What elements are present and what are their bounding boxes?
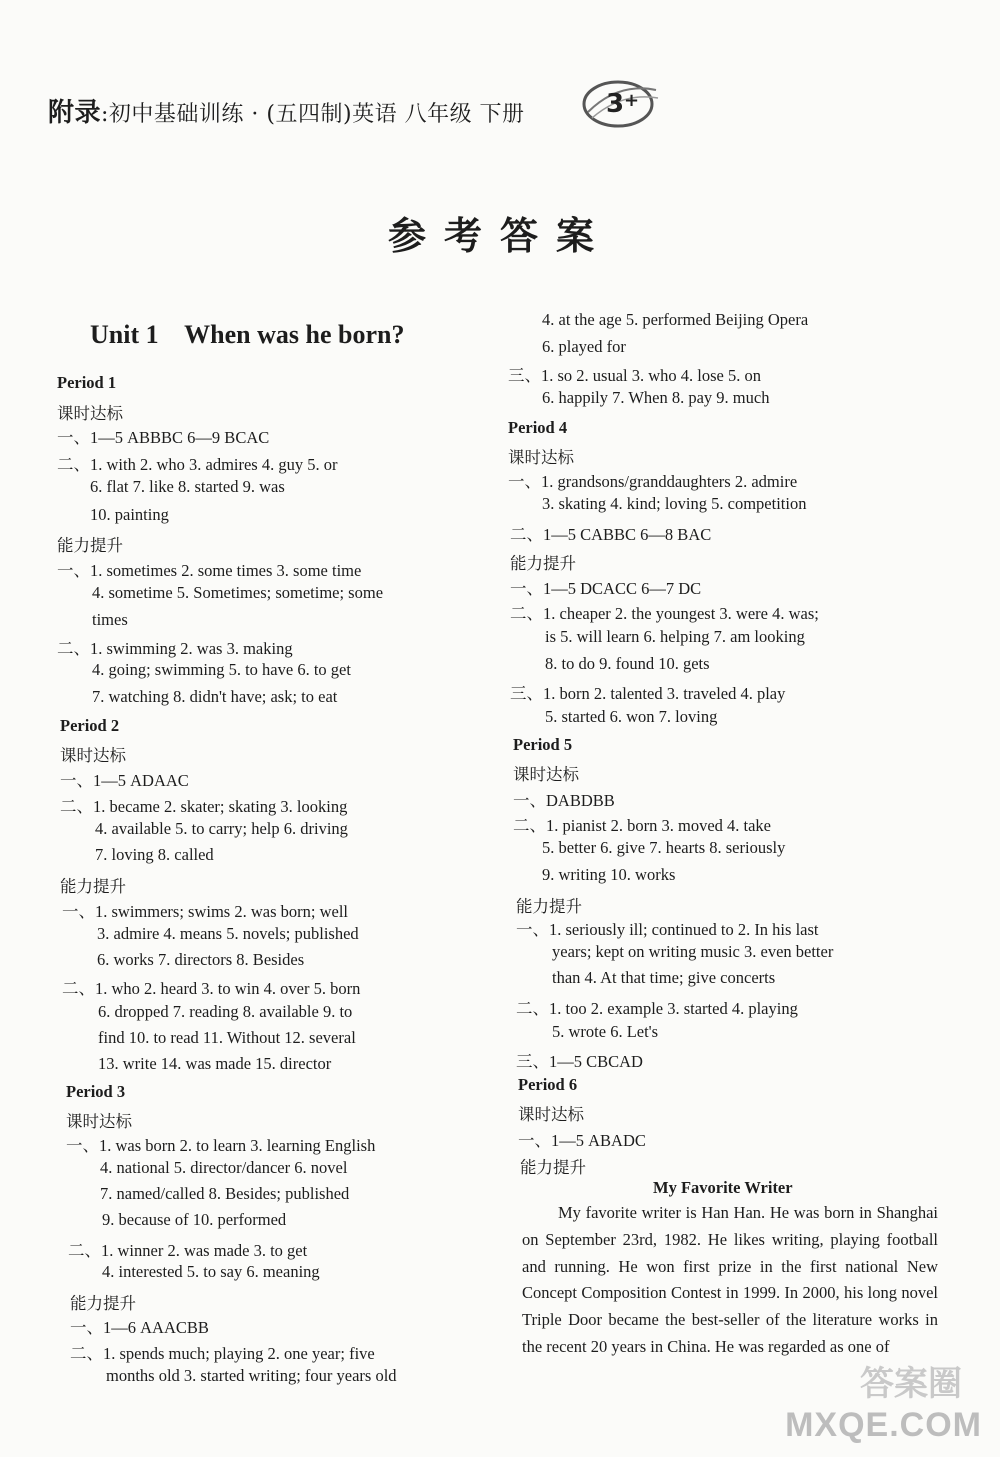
answer-line: 二、1. became 2. skater; skating 3. looking: [60, 797, 348, 816]
period-heading: Period 5: [513, 735, 573, 754]
answer-line: 5. started 6. won 7. loving: [545, 707, 718, 726]
answer-line: 9. because of 10. performed: [102, 1210, 287, 1229]
answer-line: 一、DABDBB: [513, 791, 615, 810]
section-label: 课时达标: [508, 448, 574, 467]
header-subtitle: :初中基础训练 · (五四制)英语 八年级 下册: [101, 102, 525, 127]
book-logo-icon: [578, 72, 662, 132]
essay-title: My Favorite Writer: [653, 1178, 793, 1197]
answer-line: 10. painting: [90, 505, 169, 524]
unit-title: Unit 1 When was he born?: [90, 320, 405, 349]
answer-line: 二、1. who 2. heard 3. to win 4. over 5. born: [62, 979, 361, 998]
answer-line: 二、1. cheaper 2. the youngest 3. were 4. was;: [510, 604, 819, 623]
answer-line: 二、1. winner 2. was made 3. to get: [68, 1241, 308, 1260]
svg-text:+: +: [624, 90, 640, 111]
header-lead: 附录: [48, 98, 102, 128]
answer-line: 4. at the age 5. performed Beijing Opera: [542, 310, 809, 329]
answer-line: 6. happily 7. When 8. pay 9. much: [542, 388, 770, 407]
answer-line: 3. admire 4. means 5. novels; published: [97, 924, 359, 943]
answer-line: 二、1. swimming 2. was 3. making: [57, 639, 293, 658]
answer-line: 一、1—5 ABBBC 6—9 BCAC: [57, 428, 270, 447]
answer-line: 一、1. grandsons/granddaughters 2. admire: [508, 472, 798, 491]
answer-line: 7. watching 8. didn't have; ask; to eat: [92, 687, 338, 706]
section-label: 课时达标: [518, 1105, 584, 1124]
answer-line: 一、1. was born 2. to learn 3. learning English: [66, 1136, 376, 1155]
page-header: [48, 92, 525, 129]
section-label: 能力提升: [516, 897, 582, 916]
answer-line: 4. available 5. to carry; help 6. driving: [95, 819, 348, 838]
answer-line: 7. named/called 8. Besides; published: [100, 1184, 350, 1203]
section-label: 能力提升: [60, 877, 126, 896]
answer-line: is 5. will learn 6. helping 7. am looking: [545, 627, 805, 646]
answer-line: 5. better 6. give 7. hearts 8. seriously: [542, 838, 786, 857]
answer-line: 二、1. spends much; playing 2. one year; five: [70, 1344, 375, 1363]
answer-line: 4. sometime 5. Sometimes; sometime; some: [92, 583, 384, 602]
answer-line: 3. skating 4. kind; loving 5. competition: [542, 494, 807, 513]
section-label: 能力提升: [70, 1294, 136, 1313]
answer-line: 三、1. so 2. usual 3. who 4. lose 5. on: [508, 366, 761, 385]
answer-line: 一、1—5 ADAAC: [60, 771, 189, 790]
answer-line: 6. flat 7. like 8. started 9. was: [90, 477, 285, 496]
section-label: 能力提升: [57, 536, 123, 555]
answer-line: 一、1—5 ABADC: [518, 1131, 646, 1150]
answer-line: 一、1—6 AAACBB: [70, 1318, 209, 1337]
period-heading: Period 1: [57, 373, 117, 392]
answer-line: 一、1. sometimes 2. some times 3. some time: [57, 561, 362, 580]
watermark-text: MXQE.COM: [785, 1406, 982, 1444]
answer-line: 一、1. seriously ill; continued to 2. In his last: [516, 920, 819, 939]
answer-line: 二、1. too 2. example 3. started 4. playing: [516, 999, 798, 1018]
svg-text:3: 3: [606, 89, 625, 119]
answer-line: 4. national 5. director/dancer 6. novel: [100, 1158, 348, 1177]
section-label: 能力提升: [510, 554, 576, 573]
answer-line: 一、1—5 DCACC 6—7 DC: [510, 579, 702, 598]
essay-text: My favorite writer is Han Han. He was born in Shanghai on September 23rd, 1982. He likes writing, playing football and running. He won first prize in the first national New Concept Composition Contest in 1999. In 2000, his long novel Triple Door became the best-seller of the literature works in the recent 20 years in China. He was regarded as one of: [522, 1203, 938, 1356]
section-label: 能力提升: [520, 1158, 586, 1177]
answer-line: 13. write 14. was made 15. director: [98, 1054, 332, 1073]
answer-line: months old 3. started writing; four years old: [106, 1366, 397, 1385]
answer-line: 三、1—5 CBCAD: [516, 1052, 643, 1071]
answer-line: years; kept on writing music 3. even better: [552, 942, 834, 961]
section-label: 课时达标: [57, 404, 123, 423]
page-title: 参考答案: [387, 213, 612, 258]
answer-line: 二、1. pianist 2. born 3. moved 4. take: [513, 816, 772, 835]
section-label: 课时达标: [66, 1112, 132, 1131]
answer-line: 6. dropped 7. reading 8. available 9. to: [98, 1002, 353, 1021]
period-heading: Period 2: [60, 716, 120, 735]
answer-line: 9. writing 10. works: [542, 865, 676, 884]
answer-line: find 10. to read 11. Without 12. several: [98, 1028, 356, 1047]
section-label: 课时达标: [513, 765, 579, 784]
answer-line: 二、1. with 2. who 3. admires 4. guy 5. or: [57, 455, 338, 474]
answer-line: 5. wrote 6. Let's: [552, 1022, 659, 1041]
section-label: 课时达标: [60, 746, 126, 765]
answer-line: 4. going; swimming 5. to have 6. to get: [92, 660, 351, 679]
period-heading: Period 6: [518, 1075, 578, 1094]
period-heading: Period 3: [66, 1082, 126, 1101]
answer-line: than 4. At that time; give concerts: [552, 968, 776, 987]
answer-line: times: [92, 610, 128, 629]
period-heading: Period 4: [508, 418, 568, 437]
answer-line: 三、1. born 2. talented 3. traveled 4. play: [510, 684, 786, 703]
answer-line: 7. loving 8. called: [95, 845, 214, 864]
answer-line: 4. interested 5. to say 6. meaning: [102, 1262, 320, 1281]
watermark-logo: 答案圈: [860, 1364, 962, 1404]
answer-line: 6. played for: [542, 337, 626, 356]
answer-line: 8. to do 9. found 10. gets: [545, 654, 710, 673]
answer-line: 6. works 7. directors 8. Besides: [97, 950, 305, 969]
answer-line: 一、1. swimmers; swims 2. was born; well: [62, 902, 348, 921]
answer-line: 二、1—5 CABBC 6—8 BAC: [510, 525, 712, 544]
